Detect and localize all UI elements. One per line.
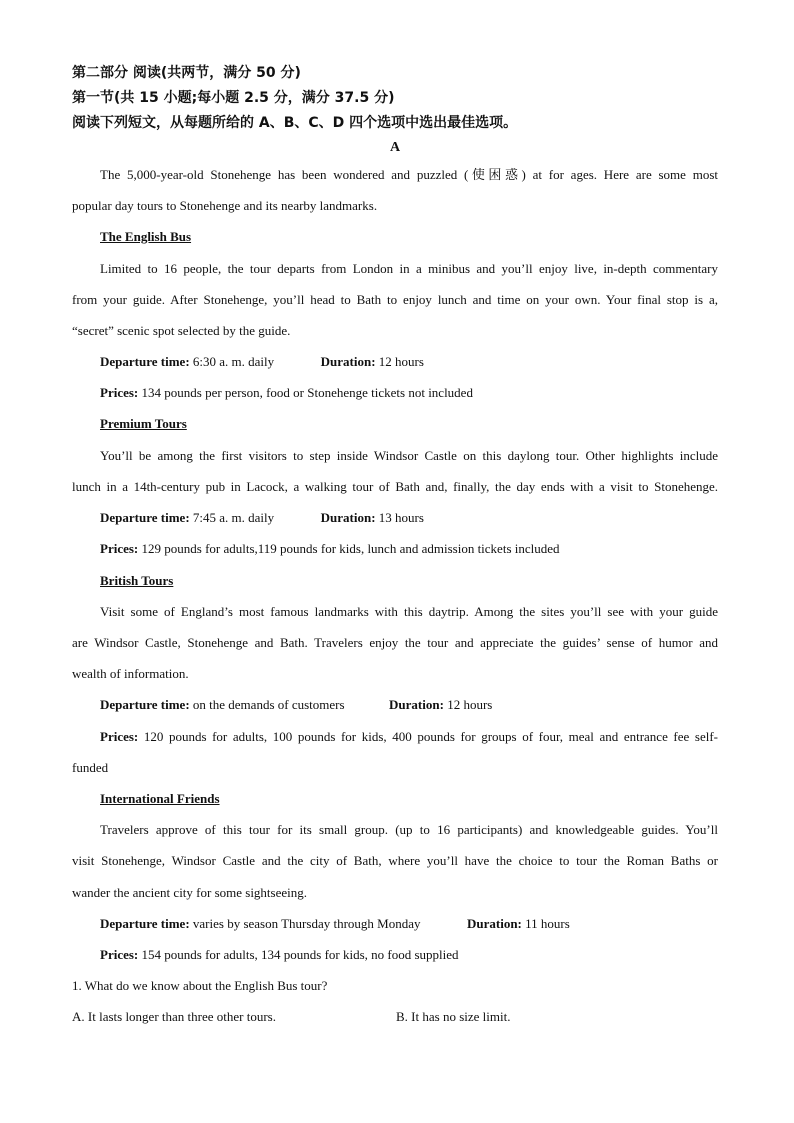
tour-prices: [100, 946, 718, 964]
tour-title-international-friends: International Friends: [100, 791, 220, 806]
tour-desc-line: “secret” scenic spot selected by the guide.: [72, 323, 291, 338]
departure-label: Departure time:: [100, 916, 190, 931]
duration-label: Duration:: [320, 510, 376, 525]
tour-title-english-bus: The English Bus: [100, 229, 192, 244]
departure-label: Departure time:: [100, 354, 190, 369]
tour-title-british-tours: British Tours: [100, 573, 174, 588]
prices-value: 134 pounds per person, food or Stonehenge tickets not included: [141, 385, 473, 400]
prices-label: Prices:: [100, 541, 139, 556]
tour-desc-line: from your guide. After Stonehenge, you’ll head to Bath to enjoy lunch and time on your own. Your final stop is a,: [72, 292, 718, 307]
tour-prices: [100, 728, 718, 746]
departure-label: Departure time:: [100, 697, 190, 712]
tour-desc-line: wealth of information.: [72, 666, 189, 681]
tour-prices: [100, 384, 718, 402]
tour-desc-line: Visit some of England’s most famous landmarks with this daytrip. Among the sites you’ll see with your guide: [100, 604, 718, 619]
tour-desc-line: wander the ancient city for some sightseeing.: [72, 885, 308, 900]
tour-schedule: [100, 696, 718, 714]
option-a: A. It lasts longer than three other tours.: [72, 1009, 276, 1024]
tour-desc-line: Limited to 16 people, the tour departs from London in a minibus and you’ll enjoy live, in-depth commentary: [100, 261, 718, 276]
subsection-heading: 第一节(共 15 小题;每小题 2.5 分，满分 37.5 分): [72, 90, 395, 106]
tour-desc-line: lunch in a 14th-century pub in Lacock, a walking tour of Bath and, finally, the day ends with a visit to Stonehenge.: [72, 479, 718, 494]
instructions: 阅读下列短文，从每题所给的 A、B、C、D 四个选项中选出最佳选项。: [72, 115, 518, 131]
departure-value: on the demands of customers: [192, 697, 345, 712]
tour-schedule: [100, 353, 718, 371]
tour-prices-continued: funded: [72, 760, 109, 775]
duration-label: Duration:: [389, 697, 444, 712]
departure-value: 7:45 a. m. daily: [192, 510, 275, 525]
duration-label: Duration:: [320, 354, 376, 369]
departure-value: 6:30 a. m. daily: [192, 354, 275, 369]
duration-value: 12 hours: [378, 354, 424, 369]
tour-title-premium-tours: Premium Tours: [100, 416, 187, 431]
prices-label: Prices:: [100, 729, 139, 744]
tour-desc-line: Travelers approve of this tour for its small group. (up to 16 participants) and knowledgeable guides. You’ll: [100, 822, 718, 837]
intro-line-2: popular day tours to Stonehenge and its nearby landmarks.: [72, 198, 378, 213]
duration-value: 13 hours: [378, 510, 424, 525]
prices-value: 154 pounds for adults, 134 pounds for kids, no food supplied: [141, 947, 459, 962]
duration-label: Duration:: [467, 916, 522, 931]
tour-schedule: [100, 915, 718, 933]
tour-desc-line: You’ll be among the first visitors to step inside Windsor Castle on this daylong tour. Other highlights include: [100, 448, 718, 463]
duration-value: 12 hours: [447, 697, 493, 712]
tour-desc-line: visit Stonehenge, Windsor Castle and the city of Bath, where you’ll have the choice to tour the Roman Baths or: [72, 853, 718, 868]
option-b: B. It has no size limit.: [396, 1009, 511, 1024]
duration-value: 11 hours: [525, 916, 570, 931]
tour-schedule: [100, 509, 718, 527]
passage-letter: A: [389, 140, 401, 155]
prices-value: 120 pounds for adults, 100 pounds for kids, 400 pounds for groups of four, meal and entrance fee self-: [143, 729, 718, 744]
intro-line-1: The 5,000-year-old Stonehenge has been wondered and puzzled (使困惑) at for ages. Here are some most: [100, 167, 718, 182]
prices-value: 129 pounds for adults,119 pounds for kids, lunch and admission tickets included: [141, 541, 560, 556]
question-stem: 1. What do we know about the English Bus tour?: [72, 978, 328, 993]
prices-label: Prices:: [100, 385, 139, 400]
departure-value: varies by season Thursday through Monday: [192, 916, 421, 931]
section-heading: 第二部分 阅读(共两节，满分 50 分): [72, 65, 301, 81]
tour-desc-line: are Windsor Castle, Stonehenge and Bath. Travelers enjoy the tour and appreciate the guides’ sense of humor and: [72, 635, 718, 650]
departure-label: Departure time:: [100, 510, 190, 525]
tour-prices: [100, 540, 718, 558]
prices-label: Prices:: [100, 947, 139, 962]
